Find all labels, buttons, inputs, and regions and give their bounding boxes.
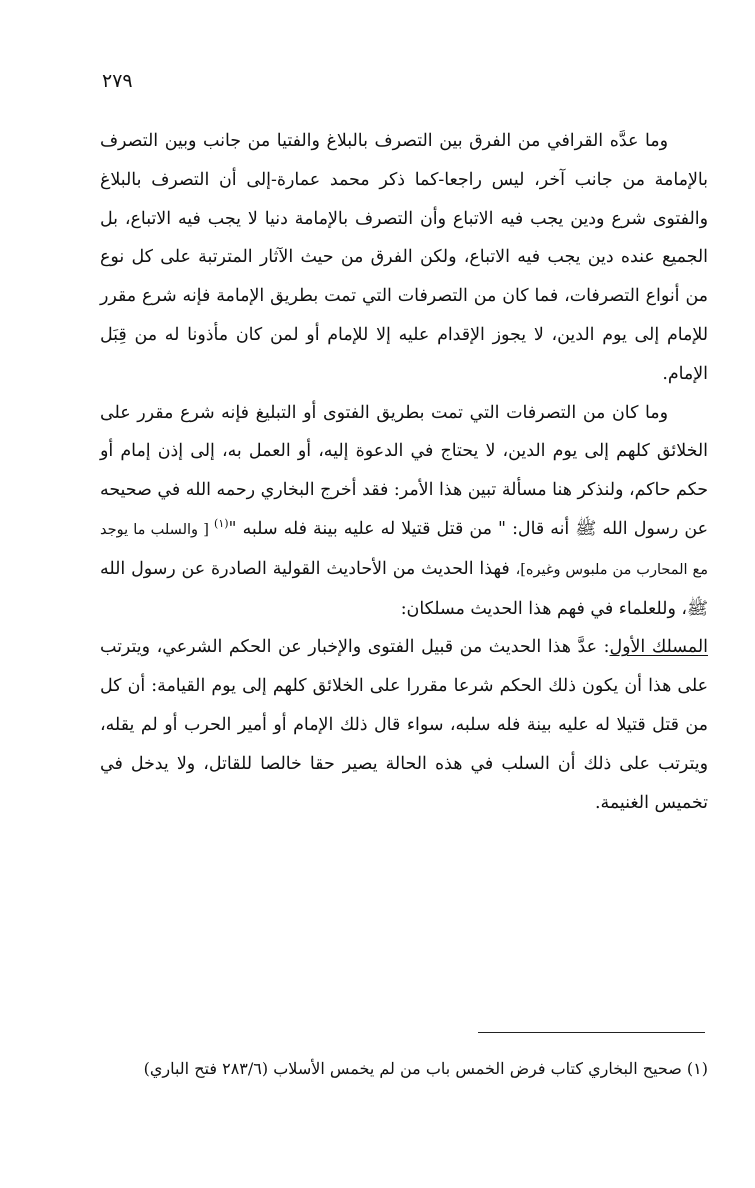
footnote-divider: [478, 1032, 705, 1033]
paragraph-3: [100, 628, 708, 822]
paragraph-3-text: : عدَّ هذا الحديث من قبيل الفتوى والإخبار عن الحكم الشرعي، ويترتب على هذا أن يكون ذلك الحكم شرعا مقررا على الخلائق كلهم إلى يوم القيامة: أن كل من قتل قتيلا له عليه بينة فله سلبه، سواء قال ذلك الإمام أو أمير الحرب أو لم يقله، ويترتب على ذلك أن السلب في هذه الحالة يصير حقا خالصا للقاتل، ولا يدخل في تخميس الغنيمة.: [100, 637, 708, 813]
path-label: المسلك الأول: [609, 637, 708, 658]
page-number: ٢٧٩: [102, 70, 133, 92]
paragraph-2-tail: فهذا الحديث من الأحاديث القولية الصادرة عن رسول الله ﷺ، وللعلماء في فهم هذا الحديث مسلكان:: [100, 558, 708, 619]
paragraph-2-lead: وما كان من التصرفات التي تمت بطريق الفتوى أو التبليغ فإنه شرع مقرر على الخلائق كلهم إلى يوم الدين، لا يحتاج في الدعوة إليه، أو العمل به، إلى إذن إمام أو حكم حاكم، ولنذكر هنا مسألة تبين هذا الأمر: فقد أخرج البخاري رحمه الله في صحيحه عن رسول الله ﷺ أنه قال: " من قتل قتيلا له عليه بينة فله سلبه ": [100, 402, 708, 539]
body-text: [100, 122, 708, 822]
footnote: (١) صحيح البخاري كتاب فرض الخمس باب من لم يخمس الأسلاب (٢٨٣/٦ فتح الباري): [143, 1059, 708, 1078]
paragraph-2: [100, 394, 708, 629]
footnote-reference: (١): [214, 517, 229, 531]
paragraph-1: وما عدَّه القرافي من الفرق بين التصرف بالبلاغ والفتيا من جانب وبين التصرف بالإمامة من جانب آخر، ليس راجعا-كما ذكر محمد عمارة-إلى أن التصرف بالبلاغ والفتوى شرع ودين يجب فيه الاتباع وأن التصرف بالإمامة دنيا لا يجب فيه الاتباع، بل الجميع عنده دين يجب فيه الاتباع، ولكن الفرق من حيث الآثار المترتبة على كل نوع من أنواع التصرفات، فما كان من التصرفات التي تمت بطريق الإمامة فإنه شرع مقرر للإمام إلى يوم الدين، لا يجوز الإقدام عليه إلا للإمام أو لمن كان مأذونا له من قِبَل الإمام.: [100, 131, 708, 384]
paragraph-2-bracket: [ والسلب ما يوجد مع المحارب من ملبوس وغيره]،: [100, 521, 708, 578]
